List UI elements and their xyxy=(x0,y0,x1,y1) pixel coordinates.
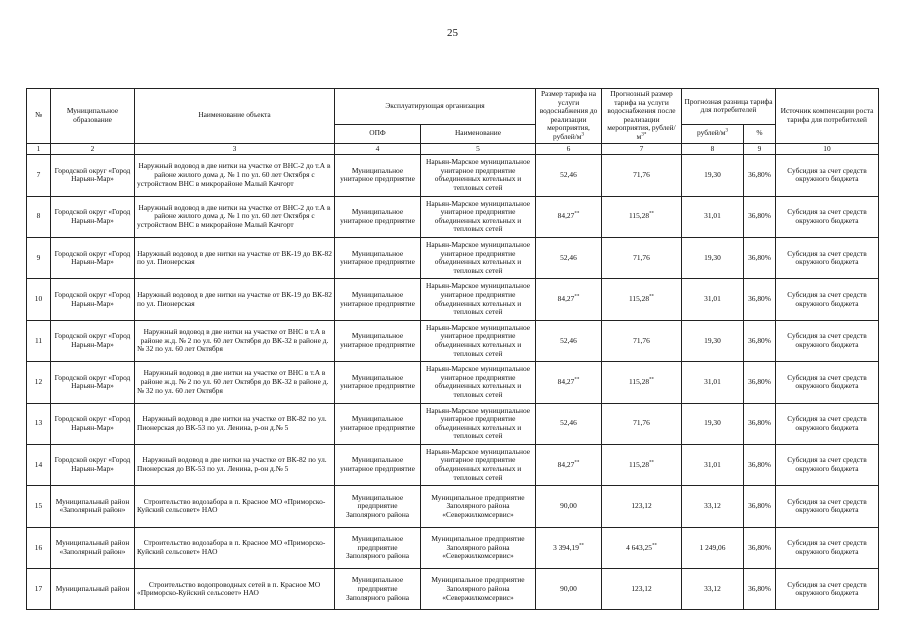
operator-name-cell: Муниципальное предприятие Заполярного района «Севержилкомсервис» xyxy=(421,569,536,610)
header-tariff-before-text: Размер тарифа на услуги водоснабжения до реализации мероприятия, рублей/м xyxy=(539,89,598,141)
table-row xyxy=(27,196,879,237)
header-tariff-before-sup: 3 xyxy=(581,132,584,138)
object-name-cell: Наружный водовод в две нитки на участке от ВК-82 по ул. Пионерская до ВК-53 по ул. Ленина, р-он д.№ 5 xyxy=(135,403,335,444)
source-cell: Субсидия за счет средств окружного бюджета xyxy=(776,403,879,444)
header-diff-rub-text: рублей/м xyxy=(697,128,726,138)
operator-name-cell: Нарьян-Марское муниципальное унитарное предприятие объединенных котельных и тепловых сетей xyxy=(421,196,536,237)
diff-pct-cell: 36,80% xyxy=(744,320,776,361)
diff-pct-cell: 36,80% xyxy=(744,403,776,444)
header-difference: Прогнозная разница тарифа для потребителей xyxy=(682,89,776,125)
municipality-cell: Городской округ «Город Нарьян-Мар» xyxy=(51,279,135,320)
diff-pct-cell: 36,80% xyxy=(744,486,776,527)
municipality-cell: Муниципальный район «Заполярный район» xyxy=(51,527,135,568)
header-operator-name: Наименование xyxy=(421,124,536,143)
diff-rub-cell: 33,12 xyxy=(682,486,744,527)
diff-pct-cell: 36,80% xyxy=(744,569,776,610)
diff-rub-cell: 31,01 xyxy=(682,279,744,320)
tariff-before-cell xyxy=(536,196,602,237)
tariff-before-cell xyxy=(536,486,602,527)
object-name-cell: Наружный водовод в две нитки на участке от ВНС в т.А в районе ж.д. № 2 по ул. 60 лет Октября до ВК-32 в районе д. № 32 по ул. 60 лет Октября xyxy=(135,320,335,361)
diff-pct-cell: 36,80% xyxy=(744,362,776,403)
tariff-after-footnote: ** xyxy=(649,460,655,466)
header-opf: ОПФ xyxy=(335,124,421,143)
opf-cell: Муниципальное унитарное предприятие xyxy=(335,444,421,485)
tariff-before-cell xyxy=(536,155,602,196)
table-row xyxy=(27,237,879,278)
header-diff-rub-sup: 3 xyxy=(725,128,728,134)
tariff-after-cell xyxy=(602,444,682,485)
header-municipality: Муниципальное образование xyxy=(51,89,135,144)
table-row xyxy=(27,486,879,527)
source-cell: Субсидия за счет средств окружного бюджета xyxy=(776,362,879,403)
municipality-cell: Городской округ «Город Нарьян-Мар» xyxy=(51,155,135,196)
tariff-after-footnote: ** xyxy=(651,543,657,549)
tariff-before-cell xyxy=(536,527,602,568)
diff-rub-cell: 1 249,06 xyxy=(682,527,744,568)
source-cell: Субсидия за счет средств окружного бюджета xyxy=(776,237,879,278)
municipality-cell: Городской округ «Город Нарьян-Мар» xyxy=(51,444,135,485)
diff-rub-cell: 31,01 xyxy=(682,362,744,403)
table-row xyxy=(27,569,879,610)
tariff-after-value: 123,12 xyxy=(631,583,652,593)
header-source: Источник компенсации роста тарифа для потребителей xyxy=(776,89,879,144)
object-name-cell: Наружный водовод в две нитки на участке от ВНС в т.А в районе ж.д. № 2 по ул. 60 лет Октября до ВК-32 в районе д. № 32 по ул. 60 лет Октября xyxy=(135,362,335,403)
tariff-before-value: 84,27 xyxy=(557,459,575,469)
tariff-after-value: 4 643,25 xyxy=(626,542,652,552)
opf-cell: Муниципальное предприятие Заполярного района xyxy=(335,527,421,568)
tariff-after-cell xyxy=(602,527,682,568)
tariff-after-cell xyxy=(602,486,682,527)
tariff-before-cell xyxy=(536,237,602,278)
municipality-cell: Муниципальный район «Заполярный район» xyxy=(51,486,135,527)
table-row xyxy=(27,444,879,485)
tariff-before-value: 90,00 xyxy=(560,501,577,511)
diff-rub-cell: 19,30 xyxy=(682,320,744,361)
tariff-before-cell xyxy=(536,403,602,444)
tariff-before-cell xyxy=(536,362,602,403)
opf-cell: Муниципальное унитарное предприятие xyxy=(335,362,421,403)
source-cell: Субсидия за счет средств окружного бюджета xyxy=(776,320,879,361)
tariff-before-footnote: ** xyxy=(578,543,584,549)
tariff-after-cell xyxy=(602,155,682,196)
opf-cell: Муниципальное предприятие Заполярного района xyxy=(335,569,421,610)
source-cell: Субсидия за счет средств окружного бюджета xyxy=(776,196,879,237)
source-cell: Субсидия за счет средств окружного бюджета xyxy=(776,155,879,196)
header-diff-pct: % xyxy=(744,124,776,143)
tariff-after-value: 71,76 xyxy=(633,418,650,428)
row-number: 13 xyxy=(27,403,51,444)
tariff-before-footnote: ** xyxy=(574,377,580,383)
row-number: 9 xyxy=(27,237,51,278)
tariff-before-footnote: ** xyxy=(574,211,580,217)
column-number: 7 xyxy=(602,143,682,155)
row-number: 12 xyxy=(27,362,51,403)
tariff-after-value: 115,28 xyxy=(628,294,650,304)
row-number: 15 xyxy=(27,486,51,527)
tariff-before-value: 52,46 xyxy=(560,418,577,428)
table-row xyxy=(27,527,879,568)
tariff-after-cell xyxy=(602,362,682,403)
table-row xyxy=(27,362,879,403)
column-number-row xyxy=(27,143,879,155)
tariff-after-footnote: ** xyxy=(649,294,655,300)
diff-pct-cell: 36,80% xyxy=(744,444,776,485)
diff-pct-cell: 36,80% xyxy=(744,155,776,196)
source-cell: Субсидия за счет средств окружного бюджета xyxy=(776,569,879,610)
tariff-before-cell xyxy=(536,320,602,361)
tariff-after-footnote: ** xyxy=(649,211,655,217)
source-cell: Субсидия за счет средств окружного бюджета xyxy=(776,486,879,527)
tariff-after-cell xyxy=(602,569,682,610)
opf-cell: Муниципальное унитарное предприятие xyxy=(335,403,421,444)
opf-cell: Муниципальное унитарное предприятие xyxy=(335,320,421,361)
tariff-before-value: 3 394,19 xyxy=(553,542,579,552)
tariff-after-value: 115,28 xyxy=(628,211,650,221)
header-row-top xyxy=(27,89,879,125)
diff-rub-cell: 31,01 xyxy=(682,444,744,485)
diff-pct-cell: 36,80% xyxy=(744,527,776,568)
tariff-after-cell xyxy=(602,196,682,237)
tariff-after-value: 123,12 xyxy=(631,501,652,511)
row-number: 11 xyxy=(27,320,51,361)
tariff-table xyxy=(26,88,879,610)
header-object-name: Наименование объекта xyxy=(135,89,335,144)
source-cell: Субсидия за счет средств окружного бюджета xyxy=(776,527,879,568)
operator-name-cell: Нарьян-Марское муниципальное унитарное предприятие объединенных котельных и тепловых сетей xyxy=(421,279,536,320)
tariff-before-value: 90,00 xyxy=(560,583,577,593)
tariff-before-value: 52,46 xyxy=(560,252,577,262)
table-row xyxy=(27,320,879,361)
opf-cell: Муниципальное унитарное предприятие xyxy=(335,155,421,196)
tariff-before-cell xyxy=(536,279,602,320)
opf-cell: Муниципальное унитарное предприятие xyxy=(335,196,421,237)
column-number: 5 xyxy=(421,143,536,155)
tariff-before-cell xyxy=(536,444,602,485)
tariff-after-footnote: ** xyxy=(649,377,655,383)
tariff-after-cell xyxy=(602,237,682,278)
municipality-cell: Городской округ «Город Нарьян-Мар» xyxy=(51,237,135,278)
header-operator: Эксплуатирующая организация xyxy=(335,89,536,125)
diff-rub-cell: 33,12 xyxy=(682,569,744,610)
row-number: 16 xyxy=(27,527,51,568)
tariff-before-value: 52,46 xyxy=(560,335,577,345)
municipality-cell: Городской округ «Город Нарьян-Мар» xyxy=(51,196,135,237)
object-name-cell: Строительство водозабора в п. Красное МО «Приморско-Куйский сельсовет» НАО xyxy=(135,486,335,527)
header-tariff-after-text: Прогнозный размер тарифа на услуги водоснабжения после реализации мероприятия, рублей/м xyxy=(607,89,676,141)
column-number: 10 xyxy=(776,143,879,155)
table-row xyxy=(27,155,879,196)
tariff-after-value: 71,76 xyxy=(633,170,650,180)
operator-name-cell: Нарьян-Марское муниципальное унитарное предприятие объединенных котельных и тепловых сетей xyxy=(421,362,536,403)
column-number: 2 xyxy=(51,143,135,155)
object-name-cell: Наружный водовод в две нитки на участке от ВК-82 по ул. Пионерская до ВК-53 по ул. Ленина, р-он д.№ 5 xyxy=(135,444,335,485)
source-cell: Субсидия за счет средств окружного бюджета xyxy=(776,279,879,320)
page-number: 25 xyxy=(447,27,458,39)
header-no: № xyxy=(27,89,51,144)
tariff-before-cell xyxy=(536,569,602,610)
diff-pct-cell: 36,80% xyxy=(744,237,776,278)
tariff-before-value: 84,27 xyxy=(557,211,575,221)
tariff-before-value: 84,27 xyxy=(557,377,575,386)
table-body xyxy=(27,155,879,610)
tariff-before-footnote: ** xyxy=(574,294,580,300)
operator-name-cell: Нарьян-Марское муниципальное унитарное предприятие объединенных котельных и тепловых сетей xyxy=(421,444,536,485)
column-number: 3 xyxy=(135,143,335,155)
diff-rub-cell: 31,01 xyxy=(682,196,744,237)
operator-name-cell: Нарьян-Марское муниципальное унитарное предприятие объединенных котельных и тепловых сетей xyxy=(421,403,536,444)
column-number: 8 xyxy=(682,143,744,155)
source-cell: Субсидия за счет средств окружного бюджета xyxy=(776,444,879,485)
opf-cell: Муниципальное предприятие Заполярного района xyxy=(335,486,421,527)
municipality-cell: Городской округ «Город Нарьян-Мар» xyxy=(51,320,135,361)
tariff-after-value: 71,76 xyxy=(633,335,650,345)
header-tariff-after xyxy=(602,89,682,144)
tariff-after-value: 115,28 xyxy=(628,377,650,386)
row-number: 7 xyxy=(27,155,51,196)
operator-name-cell: Муниципальное предприятие Заполярного района «Севержилкомсервис» xyxy=(421,486,536,527)
object-name-cell: Наружный водовод в две нитки на участке от ВК-19 до ВК-82 по ул. Пионерская xyxy=(135,237,335,278)
table-row xyxy=(27,279,879,320)
diff-pct-cell: 36,80% xyxy=(744,279,776,320)
tariff-after-value: 71,76 xyxy=(633,252,650,262)
diff-rub-cell: 19,30 xyxy=(682,237,744,278)
object-name-cell: Наружный водовод в две нитки на участке от ВК-19 до ВК-82 по ул. Пионерская xyxy=(135,279,335,320)
operator-name-cell: Муниципальное предприятие Заполярного района «Севержилкомсервис» xyxy=(421,527,536,568)
tariff-after-cell xyxy=(602,279,682,320)
diff-pct-cell: 36,80% xyxy=(744,196,776,237)
diff-rub-cell: 19,30 xyxy=(682,155,744,196)
header-tariff-before xyxy=(536,89,602,144)
column-number: 9 xyxy=(744,143,776,155)
header-diff-rub xyxy=(682,124,744,143)
tariff-before-value: 84,27 xyxy=(557,294,575,304)
column-number: 4 xyxy=(335,143,421,155)
row-number: 17 xyxy=(27,569,51,610)
tariff-after-value: 115,28 xyxy=(628,459,650,469)
row-number: 14 xyxy=(27,444,51,485)
column-number: 6 xyxy=(536,143,602,155)
opf-cell: Муниципальное унитарное предприятие xyxy=(335,279,421,320)
operator-name-cell: Нарьян-Марское муниципальное унитарное предприятие объединенных котельных и тепловых сетей xyxy=(421,155,536,196)
operator-name-cell: Нарьян-Марское муниципальное унитарное предприятие объединенных котельных и тепловых сетей xyxy=(421,237,536,278)
column-number: 1 xyxy=(27,143,51,155)
row-number: 8 xyxy=(27,196,51,237)
operator-name-cell: Нарьян-Марское муниципальное унитарное предприятие объединенных котельных и тепловых сетей xyxy=(421,320,536,361)
diff-rub-cell: 19,30 xyxy=(682,403,744,444)
tariff-after-cell xyxy=(602,403,682,444)
object-name-cell: Наружный водовод в две нитки на участке от ВНС-2 до т.А в районе жилого дома д. № 1 по ул. 60 лет Октября с устройством ВНС в микрорайоне Малый Качгорт xyxy=(135,155,335,196)
table-row xyxy=(27,403,879,444)
opf-cell: Муниципальное унитарное предприятие xyxy=(335,237,421,278)
tariff-before-footnote: ** xyxy=(574,460,580,466)
object-name-cell: Строительство водозабора в п. Красное МО «Приморско-Куйский сельсовет» НАО xyxy=(135,527,335,568)
header-tariff-after-sup: 3* xyxy=(641,132,647,138)
row-number: 10 xyxy=(27,279,51,320)
object-name-cell: Наружный водовод в две нитки на участке от ВНС-2 до т.А в районе жилого дома д. № 1 по ул. 60 лет Октября с устройством ВНС в микрорайоне Малый Качгорт xyxy=(135,196,335,237)
tariff-before-value: 52,46 xyxy=(560,170,577,180)
municipality-cell: Городской округ «Город Нарьян-Мар» xyxy=(51,403,135,444)
municipality-cell: Городской округ «Город Нарьян-Мар» xyxy=(51,362,135,403)
object-name-cell: Строительство водопроводных сетей в п. Красное МО «Приморско-Куйский сельсовет» НАО xyxy=(135,569,335,610)
municipality-cell: Муниципальный район xyxy=(51,569,135,610)
tariff-after-cell xyxy=(602,320,682,361)
